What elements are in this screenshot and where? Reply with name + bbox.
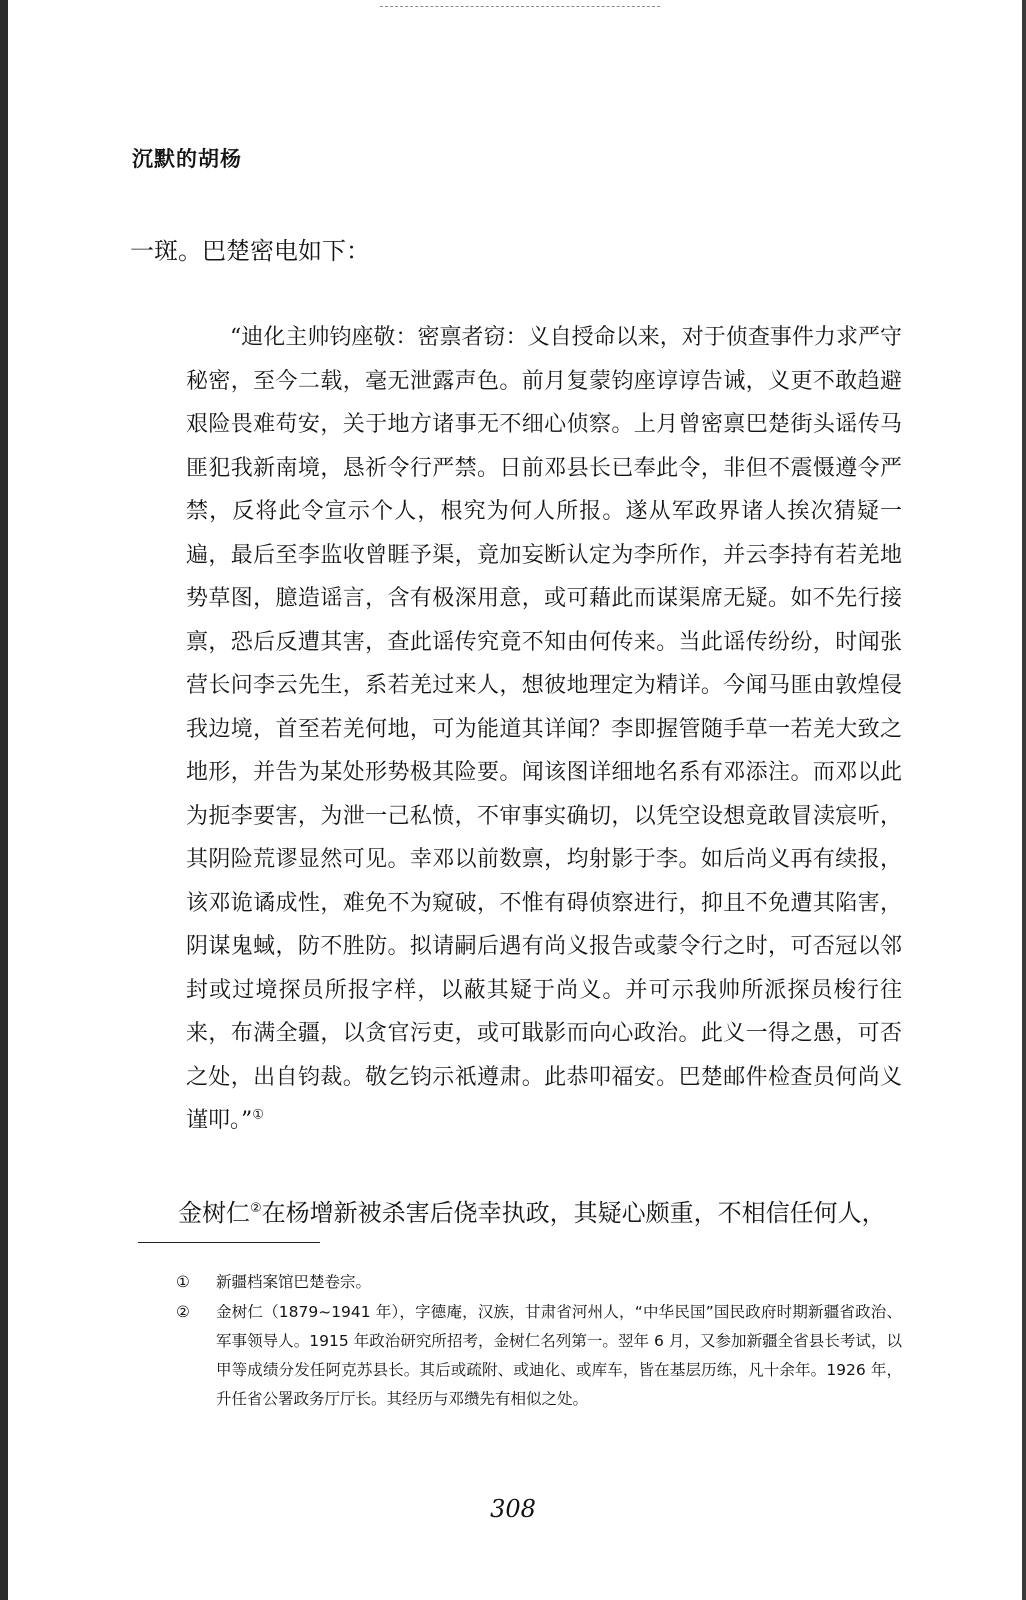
running-head: 沉默的胡杨 — [132, 146, 242, 171]
footnote-1 — [176, 1268, 902, 1297]
scan-edge-right — [1022, 0, 1026, 1600]
body-text: 在杨增新被杀害后侥幸执政，其疑心颇重，不相信任何人， — [261, 1199, 886, 1227]
scan-top-fragment — [380, 0, 660, 7]
footnote-2 — [176, 1298, 902, 1414]
body-paragraph — [130, 1193, 902, 1233]
intro-line: 一斑。巴楚密电如下： — [130, 237, 370, 265]
footnote-marker: ② — [176, 1303, 190, 1321]
footnote-separator — [138, 1242, 320, 1243]
scan-edge-left — [0, 0, 8, 1600]
quoted-telegram-text: “迪化主帅钧座敬：密禀者窃：义自授命以来，对于侦查事件力求严守秘密，至今二载，毫无泄露声色。前月复蒙钧座谆谆告诫，义更不敢趋避艰险畏难苟安，关于地方诸事无不细心侦察。上月曾密禀巴楚街头谣传马匪犯我新南境，恳祈令行严禁。日前邓县长已奉此令，非但不震慑遵令严禁，反将此令宣示个人，根究为何人所报。遂从军政界诸人挨次猜疑一遍，最后至李监收曾睚予渠，竟加妄断认定为李所作，并云李持有若羌地势草图，臆造谣言，含有极深用意，或可藉此而谋渠席无疑。如不先行接禀，恐后反遭其害，查此谣传究竟不知由何传来。当此谣传纷纷，时闻张营长问李云先生，系若羌过来人，想彼地理定为精详。今闻马匪由敦煌侵我边境，首至若羌何地，可为能道其详闻？李即握管随手草一若羌大致之地形，并告为某处形势极其险要。闻该图详细地名系有邓添注。而邓以此为扼李要害，为泄一己私愤，不审事实确切，以凭空设想竟敢冒渎宸听，其阴险荒谬显然可见。幸邓以前数禀，均射影于李。如后尚义再有续报，该邓诡谲成性，难免不为窥破，不惟有碍侦察进行，抑且不免遭其陷害，阴谋鬼蜮，防不胜防。拟请嗣后遇有尚义报告或蒙令行之时，可否冠以邻封或过境探员所报字样，以蔽其疑于尚义。并可示我帅所派探员梭行往来，布满全疆，以贪官污吏，或可戢影而向心政治。此义一得之愚，可否之处，出自钧裁。敬乞钧示祇遵肃。此恭叩福安。巴楚邮件检查员何尚义谨叩。” — [186, 325, 902, 1133]
footnote-ref-2: ② — [250, 1201, 262, 1216]
footnote-text: 新疆档案馆巴楚卷宗。 — [216, 1273, 372, 1291]
quoted-telegram — [186, 316, 902, 1143]
footnote-marker: ① — [176, 1273, 190, 1291]
footnotes — [176, 1268, 902, 1415]
page-number: 308 — [490, 1495, 536, 1523]
body-lead-name: 金树仁 — [178, 1199, 250, 1227]
quoted-telegram-paragraph — [186, 316, 902, 1143]
footnote-text: 金树仁（1879~1941 年），字德庵，汉族，甘肃省河州人，“中华民国”国民政府时期新疆省政治、军事领导人。1915 年政治研究所招考，金树仁名列第一。翌年 6 月，又参加新疆全省县长考试，以甲等成绩分发任阿克苏县长。其后或疏附、或迪化、或库车，皆在基层历练，凡十余年。1926 年，升任省公署政务厅厅长。其经历与邓缵先有相似之处。 — [216, 1303, 902, 1408]
footnote-ref-1: ① — [252, 1107, 264, 1123]
